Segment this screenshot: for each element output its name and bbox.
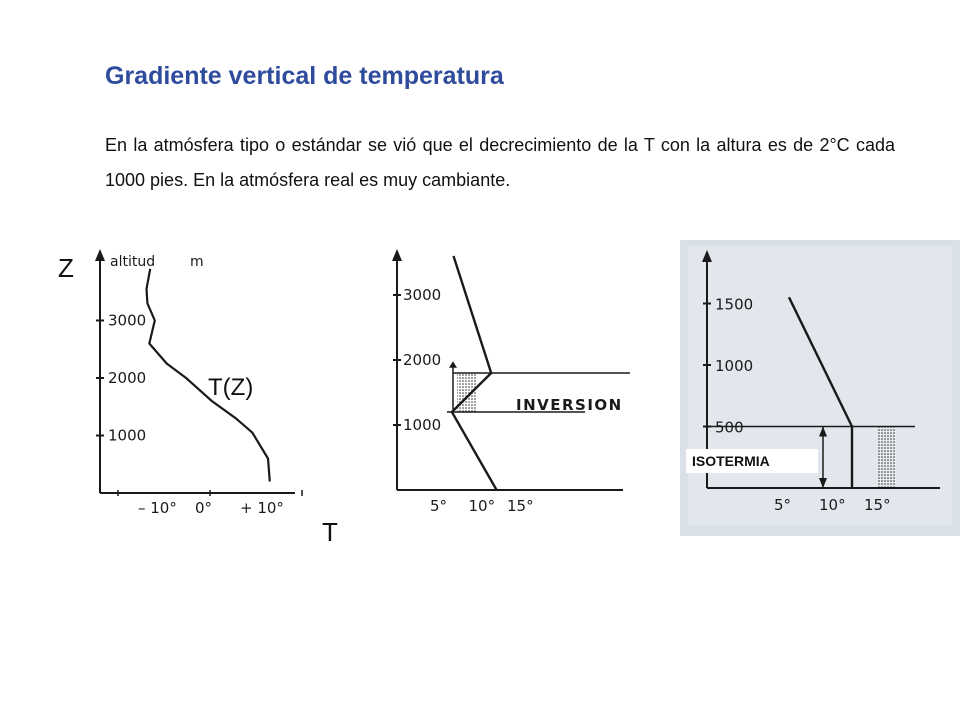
x-tick-label: 10°	[819, 496, 846, 514]
curve-label: T(Z)	[208, 374, 254, 401]
x-tick-label: – 10°	[138, 499, 177, 517]
inversion-arrow-icon	[449, 361, 457, 368]
y-tick-label: 1000	[715, 357, 754, 375]
slide-body-text: En la atmósfera tipo o estándar se vió que el decrecimiento de la T con la altura es de 2°C cada 1000 pies. En la atmósfera real es muy cambiante.	[105, 135, 895, 190]
x-tick-label: 5°	[774, 496, 792, 514]
t-axis-label: T	[322, 517, 338, 547]
x-tick-label: 15°	[507, 497, 534, 515]
y-axis-arrow-icon	[392, 249, 402, 261]
x-tick-label: 0°	[195, 499, 213, 517]
x-tick-label: 10°	[468, 497, 496, 515]
x-tick-label: 5°	[430, 497, 448, 515]
y-tick-label: 2000	[108, 369, 147, 387]
slide-title: Gradiente vertical de temperatura	[105, 62, 504, 90]
unit-label: m	[190, 254, 204, 270]
y-tick-label: 1000	[403, 416, 442, 434]
photo-paper	[688, 246, 952, 526]
y-tick-label: 1500	[715, 295, 754, 314]
y-axis-arrow-icon	[95, 249, 105, 261]
x-tick-label: 15°	[864, 496, 891, 514]
isotermia-stipple	[878, 427, 896, 489]
y-tick-label: 3000	[403, 286, 442, 304]
chart-temperature-profile	[50, 245, 350, 550]
inversion-stipple	[457, 373, 477, 412]
chart-isothermy	[680, 240, 960, 536]
altitude-label: altitud	[110, 254, 156, 270]
isotermia-annotation: ISOTERMIA	[692, 453, 770, 469]
y-tick-label: 500	[715, 418, 744, 437]
x-tick-label: + 10°	[240, 499, 284, 517]
y-tick-label: 2000	[403, 351, 442, 369]
chart-inversion	[375, 245, 640, 525]
z-axis-label: Z	[58, 253, 74, 283]
y-tick-label: 1000	[108, 426, 147, 445]
inversion-annotation: INVERSION	[516, 396, 623, 414]
y-tick-label: 3000	[108, 311, 147, 330]
